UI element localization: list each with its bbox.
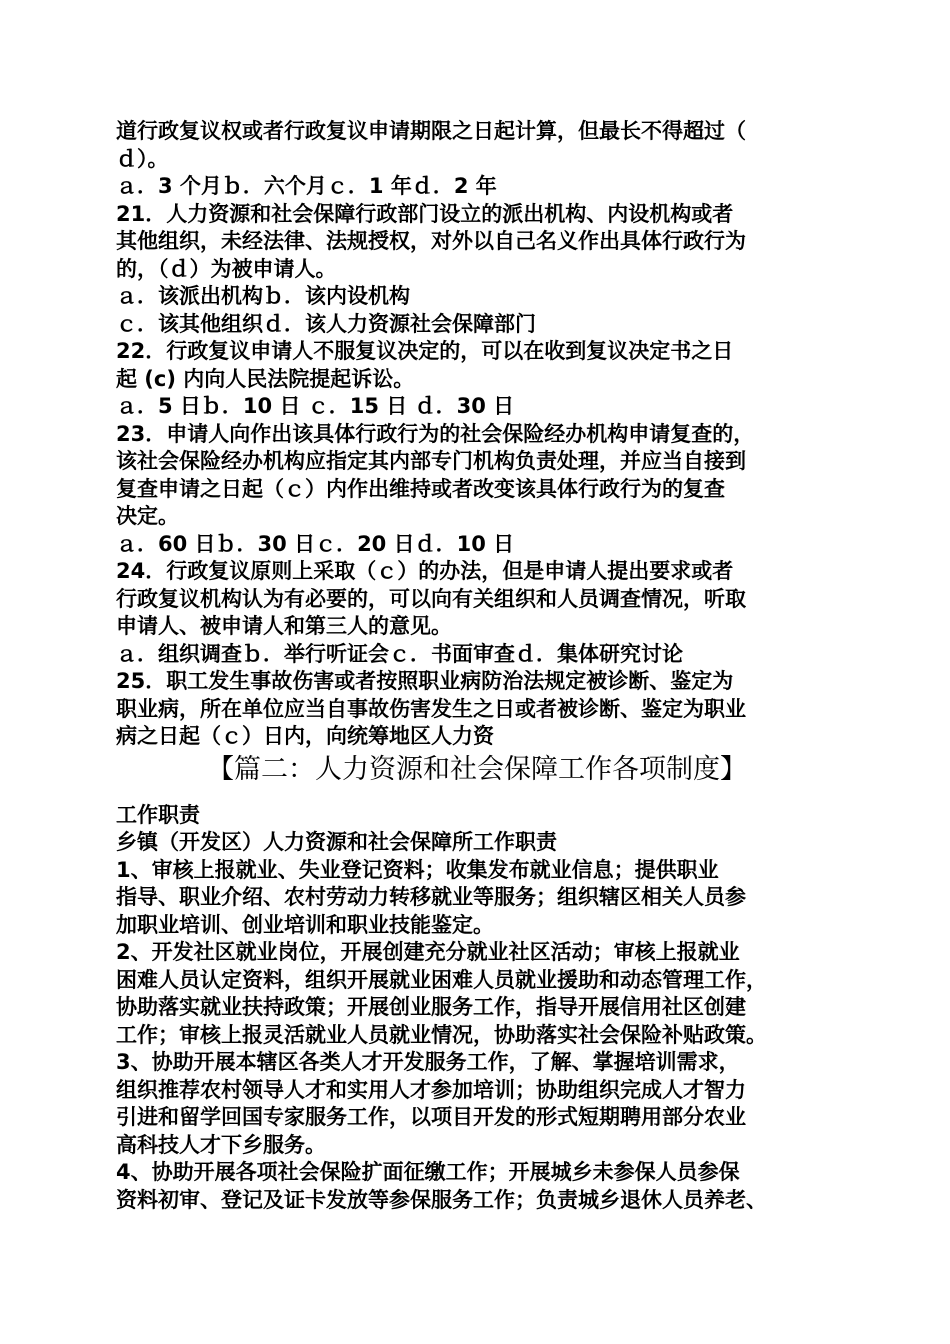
- text-line: 2、开发社区就业岗位，开展创建充分就业社区活动；审核上报就业: [116, 940, 740, 964]
- text-line: 该社会保险经办机构应指定其内部专门机构负责处理，并应当自接到: [116, 449, 746, 473]
- text-line: 4、协助开展各项社会保险扩面征缴工作；开展城乡未参保人员参保: [116, 1160, 740, 1184]
- text-line: 资料初审、登记及证卡发放等参保服务工作；负责城乡退休人员养老、: [116, 1187, 767, 1212]
- text-line: 协助落实就业扶持政策；开展创业服务工作，指导开展信用社区创建: [116, 995, 746, 1019]
- text-line: 职业病，所在单位应当自事故伤害发生之日或者被诊断、鉴定为职业: [116, 696, 746, 721]
- text-line: 决定。: [116, 504, 179, 528]
- text-line: 24．行政复议原则上采取（ｃ）的办法，但是申请人提出要求或者: [116, 559, 734, 583]
- text-line: 困难人员认定资料，组织开展就业困难人员就业援助和动态管理工作，: [116, 967, 767, 992]
- text-line: 病之日起（ｃ）日内，向统筹地区人力资: [116, 724, 494, 748]
- text-line: 21．人力资源和社会保障行政部门设立的派出机构、内设机构或者: [116, 201, 734, 226]
- section-heading: 【篇二：人力资源和社会保障工作各项制度】: [207, 753, 747, 785]
- document-body: [116, 118, 838, 1214]
- text-line: 复查申请之日起（ｃ）内作出维持或者改变该具体行政行为的复查: [116, 476, 725, 501]
- text-line: ａ．5 日ｂ．10 日 ｃ．15 日 ｄ．30 日: [116, 394, 515, 418]
- text-line: ａ．3 个月ｂ．六个月ｃ．1 年ｄ．2 年: [116, 174, 497, 198]
- question-section: [116, 118, 838, 751]
- text-line: ａ．组织调查ｂ．举行听证会ｃ．书面审查ｄ．集体研究讨论: [116, 641, 683, 666]
- text-line: 指导、职业介绍、农村劳动力转移就业等服务；组织辖区相关人员参: [116, 885, 746, 909]
- text-line: ｄ）。: [116, 146, 169, 171]
- text-line: 组织推荐农村领导人才和实用人才参加培训；协助组织完成人才智力: [116, 1077, 746, 1102]
- text-line: 加职业培训、创业培训和职业技能鉴定。: [116, 912, 494, 937]
- text-line: 的，（ｄ）为被申请人。: [116, 256, 337, 281]
- text-line: 起 (c) 内向人民法院提起诉讼。: [116, 366, 415, 391]
- text-line: 道行政复议权或者行政复议申请期限之日起计算，但最长不得超过（: [116, 119, 746, 143]
- text-line: 25．职工发生事故伤害或者按照职业病防治法规定被诊断、鉴定为: [116, 669, 734, 693]
- text-line: ａ．该派出机构ｂ．该内设机构: [116, 284, 410, 308]
- duties-section: [116, 802, 838, 1215]
- text-line: 引进和留学回国专家服务工作，以项目开发的形式短期聘用部分农业: [116, 1105, 746, 1129]
- text-line: 工作；审核上报灵活就业人员就业情况，协助落实社会保险补贴政策。: [116, 1022, 767, 1047]
- text-line: ｃ．该其他组织ｄ．该人力资源社会保障部门: [116, 311, 536, 336]
- text-line: 23．申请人向作出该具体行政行为的社会保险经办机构申请复查的，: [116, 421, 755, 446]
- text-line: 乡镇（开发区）人力资源和社会保障所工作职责: [116, 830, 557, 854]
- text-line: 3、协助开展本辖区各类人才开发服务工作，了解、掌握培训需求，: [116, 1050, 740, 1074]
- text-line: 1、审核上报就业、失业登记资料；收集发布就业信息；提供职业: [116, 857, 719, 882]
- text-line: 申请人、被申请人和第三人的意见。: [116, 614, 452, 638]
- text-line: 工作职责: [116, 802, 200, 827]
- text-line: ａ．60 日ｂ．30 日ｃ．20 日ｄ．10 日: [116, 531, 515, 556]
- text-line: 其他组织，未经法律、法规授权，对外以自己名义作出具体行政行为: [116, 229, 746, 253]
- text-line: 22．行政复议申请人不服复议决定的，可以在收到复议决定书之日: [116, 339, 734, 363]
- text-line: 高科技人才下乡服务。: [116, 1132, 326, 1157]
- text-line: 行政复议机构认为有必要的，可以向有关组织和人员调查情况，听取: [116, 586, 746, 611]
